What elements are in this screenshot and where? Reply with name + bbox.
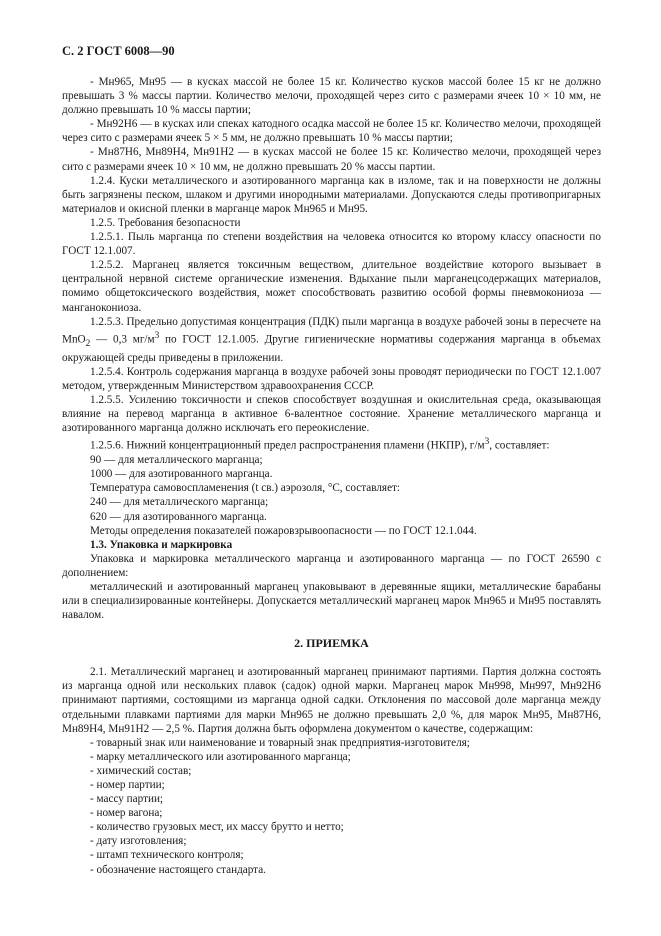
paragraph-mn87n6: - Мн87Н6, Мн89Н4, Мн91Н2 — в кусках массой не более 15 кг. Количество мелочи, проходящей через сито с размерами ячеек 10 × 10 мм, не должно превышать 20 % массы партии. bbox=[62, 146, 601, 173]
list-item: - дату изготовления; bbox=[90, 835, 187, 848]
section-2 bbox=[62, 665, 601, 876]
heading-1-2-5: 1.2.5. Требования безопасности bbox=[90, 216, 241, 229]
paragraph-1-2-5-6 bbox=[62, 435, 601, 453]
paragraph-1-2-5-3 bbox=[62, 315, 601, 365]
list-item: - количество грузовых мест, их массу брутто и нетто; bbox=[90, 821, 344, 834]
paragraph-packaging-addition: металлический и азотированный марганец упаковывают в деревянные ящики, металлические барабаны или в специализированные контейнеры. Допускается металлический марганец марок Мн965 и Мн95 поставлять навалом. bbox=[62, 580, 601, 622]
paragraph-mn965: - Мн965, Мн95 — в кусках массой не более 15 кг. Количество кусков массой более 15 кг не должно превышать 3 % массы партии. Количество мелочи, проходящей через сито с размерами ячеек 10 × 10 мм, не должно превышать 10 % массы партии; bbox=[62, 76, 601, 117]
list-item: - химический состав; bbox=[90, 764, 192, 777]
text-run: 1.2.5.6. Нижний концентрационный предел распространения пламени (НКПР), г/м bbox=[90, 440, 485, 453]
paragraph-methods: Методы определения показателей пожаровзрывоопасности — по ГОСТ 12.1.044. bbox=[90, 524, 477, 537]
paragraph-1-2-4: 1.2.4. Куски металлического и азотированного марганца как в изломе, так и на поверхности не должны быть загрязнены песком, шлаком и другими инородными материалами. Допускаются следы противопригарных материалов и окисной пленки в марганце марок Мн965 и Мн95. bbox=[62, 174, 601, 215]
value-line: 240 — для металлического марганца; bbox=[90, 496, 269, 509]
list-item: - массу партии; bbox=[90, 793, 164, 806]
paragraph-1-2-5-5: 1.2.5.5. Усилению токсичности и спеков способствует воздушная и окислительная среда, оказывающая влияние на перевод марганца в активное 6-валентное состояние. Хранение металлического марганца и азотированного марганца должно исключать его переокисление. bbox=[62, 394, 601, 435]
quality-document-list bbox=[62, 736, 601, 877]
superscript: 3 bbox=[484, 437, 490, 448]
list-item: - номер партии; bbox=[90, 779, 165, 792]
paragraph-packaging: Упаковка и маркировка металлического марганца и азотированного марганца — по ГОСТ 26590 с дополнением: bbox=[62, 552, 601, 579]
text-run: , составляет: bbox=[489, 440, 550, 453]
paragraph-autoignition: Температура самовоспламенения (t св.) аэрозоля, °С, составляет: bbox=[90, 482, 401, 495]
value-line: 1000 — для азотированного марганца. bbox=[90, 468, 273, 481]
text-run: 1.2.5.3. Предельно допустимая концентрация (ПДК) пыли марганца в воздухе рабочей зоны в пересчете на MnO bbox=[62, 315, 601, 346]
text-run: — 0,3 мг/м bbox=[90, 333, 155, 346]
list-item: - номер вагона; bbox=[90, 807, 163, 820]
value-line: 620 — для азотированного марганца. bbox=[90, 510, 267, 523]
value-line: 90 — для металлического марганца; bbox=[90, 454, 263, 467]
section-title-acceptance: 2. ПРИЕМКА bbox=[294, 636, 369, 651]
list-item: - товарный знак или наименование и товарный знак предприятия-изготовителя; bbox=[90, 736, 470, 749]
list-item: - марку металлического или азотированного марганца; bbox=[90, 750, 351, 763]
paragraph-mn92n6: - Мн92Н6 — в кусках или спеках катодного осадка массой не более 15 кг. Количество мелочи, проходящей через сито с размерами ячеек 5 × 5 мм, не должно превышать 10 % массы партии; bbox=[62, 118, 601, 145]
list-item: - штамп технического контроля; bbox=[90, 849, 244, 862]
heading-1-3: 1.3. Упаковка и маркировка bbox=[90, 538, 233, 551]
subscript: 2 bbox=[85, 338, 91, 349]
page-header: С. 2 ГОСТ 6008—90 bbox=[62, 44, 175, 58]
list-item: - обозначение настоящего стандарта. bbox=[90, 863, 266, 876]
superscript: 3 bbox=[154, 330, 160, 341]
paragraph-2-1: 2.1. Металлический марганец и азотированный марганец принимают партиями. Партия должна состоять из марганца одной или нескольких плавок (садок) одной марки. Марганец марок Мн998, Мн997, Мн92Н6 принимают партиями, состоящими из марганца одной садки. Отклонения по массовой доле марганца между отдельными плавками партиями для марки Мн965 не должно превышать 2,0 %, для марок Мн95, Мн87Н6, Мн89Н4, Мн91Н2 — 2,5 %. Партия должна быть оформлена документом о качестве, содержащим: bbox=[62, 666, 601, 735]
paragraph-1-2-5-1: 1.2.5.1. Пыль марганца по степени воздействия на человека относится ко второму классу опасности по ГОСТ 12.1.007. bbox=[62, 231, 601, 258]
paragraph-1-2-5-4: 1.2.5.4. Контроль содержания марганца в воздухе рабочей зоны проводят периодически по ГОСТ 12.1.007 методом, утвержденным Министерством здравоохранения СССР. bbox=[62, 365, 601, 392]
text-run: по ГОСТ 12.1.005. Другие гигиенические нормативы содержания марганца в объемах окружающей среды приведены в приложении. bbox=[62, 333, 601, 364]
paragraph-1-2-5-2: 1.2.5.2. Марганец является токсичным веществом, длительное воздействие которого вызывает в центральной нервной системе органические изменения. Вдыхание пыли марганецсодержащих материалов, помимо общетоксического воздействия, может способствовать развитию особой формы пневмокониоза — манганокониоза. bbox=[62, 259, 601, 314]
section-1-continuation bbox=[62, 75, 601, 622]
